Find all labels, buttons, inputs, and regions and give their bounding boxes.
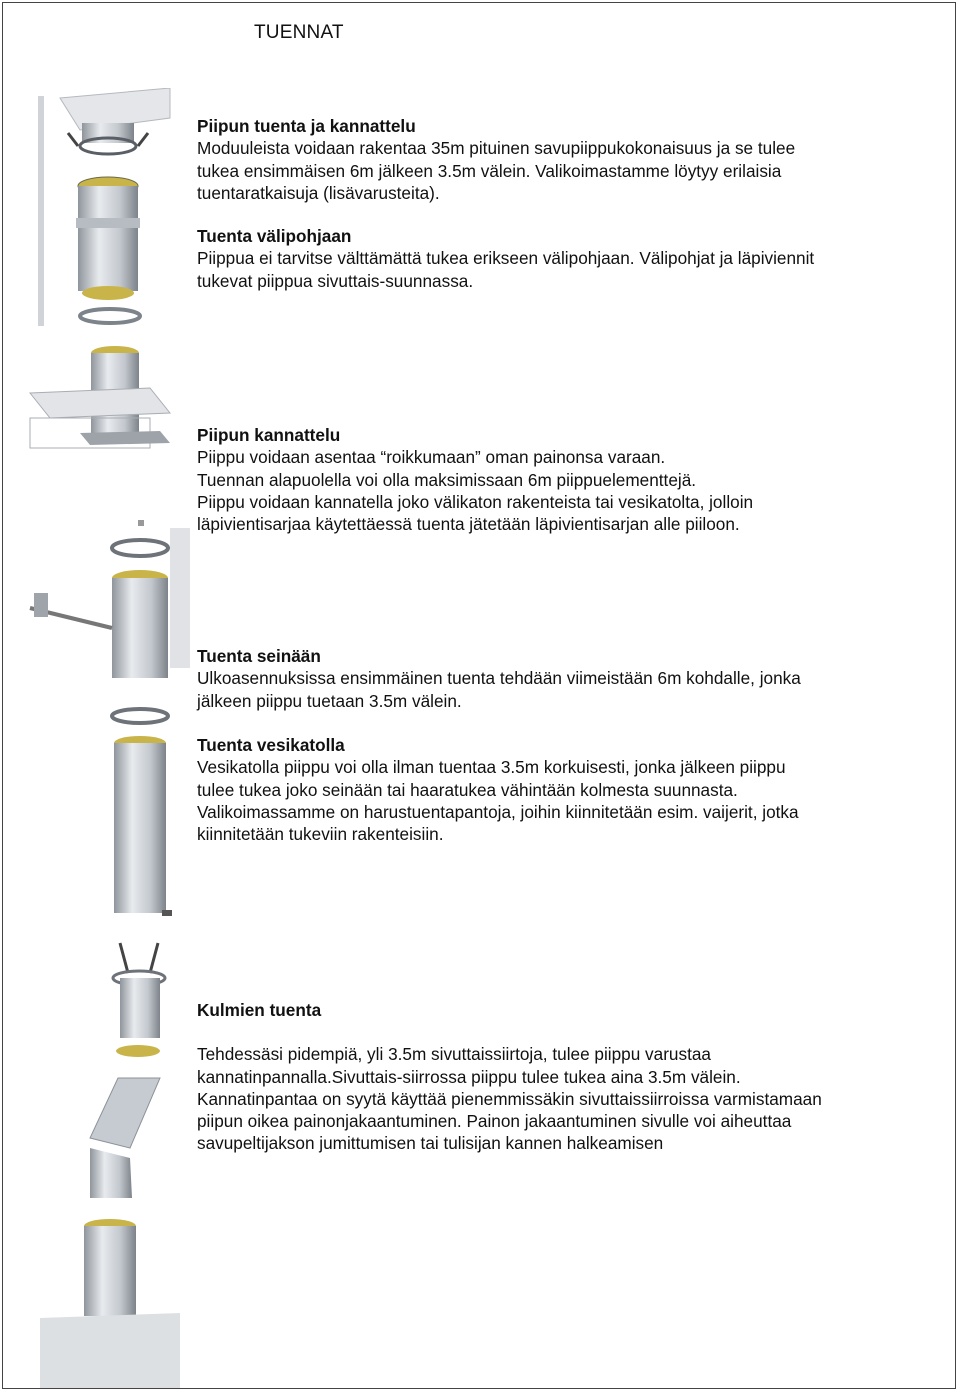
body-line: Kannatinpantaa on syytä käyttää pienemmissäkin sivuttaissiirroissa varmistamaan: [197, 1088, 822, 1109]
chimney-support-illustrations: [20, 88, 190, 1388]
body-line: Ulkoasennuksissa ensimmäinen tuenta tehdään viimeistään 6m kohdalle, jonka: [197, 668, 801, 689]
body-line: jälkeen piippu tuetaan 3.5m välein.: [197, 690, 462, 711]
body-line: läpivientisarjaa käytettäessä tuenta jätetään läpivientisarjan alle piiloon.: [197, 514, 740, 535]
body-line: kiinnitetään tukeviin rakenteisiin.: [197, 824, 444, 845]
section-chimney-hanging: [197, 424, 917, 535]
page-title: TUENNAT: [254, 22, 344, 43]
section-heading: Tuenta vesikatolla: [197, 735, 345, 755]
wall-support-illustration: [30, 520, 190, 678]
section-heading: Tuenta välipohjaan: [197, 226, 352, 246]
section-roof-support: [197, 734, 917, 845]
section-support-and-hanging: [197, 115, 917, 204]
body-line: tuentaratkaisuja (lisävarusteita).: [197, 182, 440, 203]
body-line: Piippu voidaan asentaa “roikkumaan” oman painonsa varaan.: [197, 447, 666, 468]
section-heading: Tuenta seinään: [197, 646, 321, 666]
section-heading: Piipun tuenta ja kannattelu: [197, 116, 416, 136]
section-heading: Piipun kannattelu: [197, 425, 341, 445]
body-line: Moduuleista voidaan rakentaa 35m pituinen savupiippukokonaisuus ja se tulee: [197, 138, 796, 159]
body-line: savupeltijakson jumittumisen tai tulisijan kannen halkeamisen: [197, 1133, 664, 1154]
body-line: kannatinpannalla.Sivuttais-siirrossa piippu tulee tukea aina 3.5m välein.: [197, 1066, 741, 1087]
body-line: Piippua ei tarvitse välttämättä tukea erikseen välipohjaan. Välipohjat ja läpiviennit: [197, 248, 815, 269]
body-line: tukevat piippua sivuttais-suunnassa.: [197, 270, 474, 291]
body-line: Tehdessäsi pidempiä, yli 3.5m sivuttaissiirtoja, tulee piippu varustaa: [197, 1044, 711, 1065]
body-line: Tuennan alapuolella voi olla maksimissaan 6m piippuelementtejä.: [197, 469, 697, 490]
body-line: piipun oikea painonjakaantuminen. Painon jakaantuminen sivulle voi aiheuttaa: [197, 1111, 792, 1132]
body-line: tulee tukea joko seinään tai haaratukea vähintään kolmesta suunnasta.: [197, 779, 738, 800]
section-offset-support: [197, 999, 917, 1155]
offset-support-illustration: [40, 943, 180, 1388]
body-line: tukea ensimmäisen 6m jälkeen 3.5m välein. Valikoimastamme löytyy erilaisia: [197, 160, 782, 181]
roof-support-illustration: [112, 709, 172, 916]
floor-support-illustration: [30, 346, 170, 448]
section-heading: Kulmien tuenta: [197, 1000, 322, 1020]
body-line: Piippu voidaan kannatella joko välikaton rakenteista tai vesikatolta, jolloin: [197, 491, 754, 512]
body-line: Valikoimassamme on harustuentapantoja, joihin kiinnitetään esim. vaijerit, jotka: [197, 801, 799, 822]
body-line: Vesikatolla piippu voi olla ilman tuentaa 3.5m korkuisesti, jonka jälkeen piippu: [197, 757, 786, 778]
ceiling-support-illustration: [38, 88, 170, 326]
section-floor-support: [197, 225, 917, 292]
section-wall-support: [197, 645, 917, 712]
